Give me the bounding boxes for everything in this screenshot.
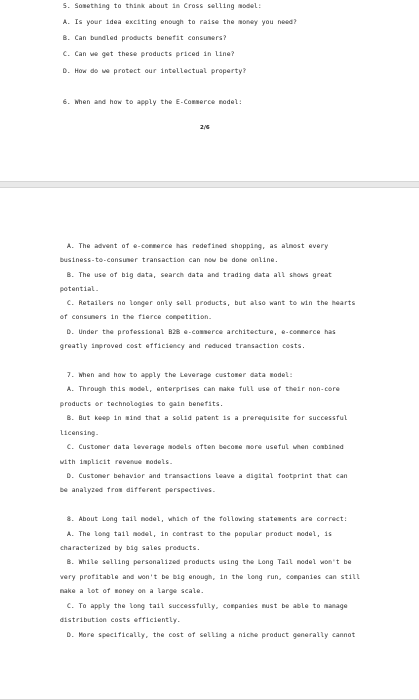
question-5-option-d: D. How do we protect our intellectual property? — [63, 67, 247, 75]
q8-line: C. To apply the long tail successfully, companies must be able to manage — [67, 602, 348, 610]
q7-line: D. Customer behavior and transactions leave a digital footprint that can — [67, 472, 348, 480]
q7-line: B. But keep in mind that a solid patent is a prerequisite for successful — [67, 414, 348, 422]
q8-line: A. The long tail model, in contrast to the popular product model, is — [67, 530, 333, 538]
q8-line: make a lot of money on a large scale. — [60, 587, 205, 595]
question-6-stem: 6. When and how to apply the E-Commerce model: — [63, 98, 243, 106]
q7-line: C. Customer data leverage models often become more useful when combined — [67, 443, 344, 451]
q6-line: A. The advent of e-commerce has redefined shopping, as almost every — [67, 242, 329, 250]
question-5-option-a: A. Is your idea exciting enough to raise the money you need? — [63, 18, 297, 26]
question-5-option-b: B. Can bundled products benefit consumers? — [63, 34, 227, 42]
q7-line: licensing. — [60, 429, 99, 437]
q6-line: D. Under the professional B2B e-commerce architecture, e-commerce has — [67, 328, 336, 336]
q7-line: A. Through this model, enterprises can make full use of their non-core — [67, 385, 340, 393]
q7-line: with implicit revenue models. — [60, 458, 174, 466]
document-page-2 — [0, 187, 419, 700]
document-page-1 — [0, 0, 419, 182]
q7-line: products or technologies to gain benefits. — [60, 400, 224, 408]
q6-line: potential. — [60, 285, 99, 293]
q6-line: greatly improved cost efficiency and reduced transaction costs. — [60, 342, 306, 350]
q6-line: C. Retailers no longer only sell products, but also want to win the hearts — [67, 299, 356, 307]
q6-line: of consumers in the fierce competition. — [60, 313, 213, 321]
q6-line: business-to-consumer transaction can now be done online. — [60, 256, 279, 264]
q8-line: D. More specifically, the cost of selling a niche product generally cannot — [67, 631, 356, 639]
q8-line: distribution costs efficiently. — [60, 616, 181, 624]
question-8-stem: 8. About Long tail model, which of the following statements are correct: — [67, 515, 348, 523]
q7-line: be analyzed from different perspectives. — [60, 486, 216, 494]
page-number: 2/6 — [200, 125, 210, 131]
question-5-option-c: C. Can we get these products priced in line? — [63, 50, 235, 58]
q8-line: very profitable and won't be big enough, in the long run, companies can still — [60, 573, 361, 581]
q8-line: B. While selling personalized products using the Long Tail model won't be — [67, 558, 352, 566]
question-5-stem: 5. Something to think about in Cross selling model: — [63, 2, 262, 10]
q6-line: B. The use of big data, search data and trading data all shows great — [67, 271, 333, 279]
q8-line: characterized by big sales products. — [60, 544, 201, 552]
question-7-stem: 7. When and how to apply the Leverage customer data model: — [67, 371, 294, 379]
